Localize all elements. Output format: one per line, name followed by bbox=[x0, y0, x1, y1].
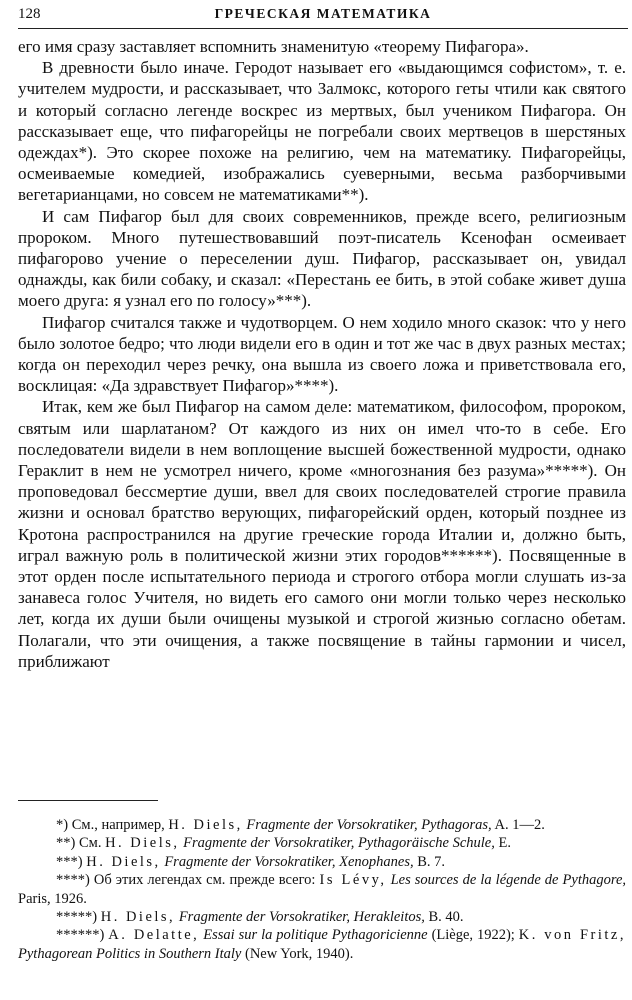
footnote-author: A. Delatte, bbox=[108, 927, 200, 944]
footnote-title: Fragmente der Vorsokratiker, Pythagoras, bbox=[246, 817, 492, 833]
footnote-title: Les sources de la légende de Pythagore, bbox=[390, 872, 627, 889]
footnote-3 bbox=[18, 853, 626, 871]
footnote-mark: **) bbox=[56, 835, 76, 852]
footnote-title: Fragmente der Vorsokratiker, Herakleitos, bbox=[178, 909, 425, 926]
footnote-text: См. bbox=[78, 835, 102, 852]
footnote-separator bbox=[18, 800, 158, 801]
footnote-author: H. Diels, bbox=[168, 817, 243, 833]
footnote-title: Essai sur la politique Pythagoricienne bbox=[203, 927, 428, 944]
footnote-text: E. bbox=[498, 835, 511, 852]
main-text bbox=[18, 36, 626, 672]
footnote-text: См., например, bbox=[71, 817, 165, 833]
footnotes bbox=[18, 816, 626, 963]
running-title: ГРЕЧЕСКАЯ МАТЕМАТИКА bbox=[214, 6, 432, 21]
footnote-title: Fragmente der Vorsokratiker, Pythagoräische Schule, bbox=[183, 835, 495, 852]
footnote-5 bbox=[18, 908, 626, 926]
footnote-text: A. 1—2. bbox=[494, 817, 545, 833]
page-header bbox=[18, 6, 628, 29]
footnote-4 bbox=[18, 871, 626, 908]
footnote-mark: *****) bbox=[56, 909, 98, 926]
footnote-mark: *) bbox=[56, 817, 69, 833]
footnote-author: H. Diels, bbox=[105, 835, 180, 852]
footnote-text: B. 40. bbox=[428, 909, 464, 926]
footnote-mark: ****) bbox=[56, 872, 90, 889]
footnote-author: K. von Fritz, bbox=[518, 927, 626, 944]
paragraph-3: И сам Пифагор был для своих современников, прежде всего, религиозным пророком. Много путешествовавший поэт-писатель Ксенофан осмеивает пифагорово учение о переселении душ. Пифагор, рассказывает он, увидал однажды, как били собаку, и сказал: «Перестань ее бить, в этой собаке живет душа моего друга: я узнал его по голосу»***). bbox=[18, 206, 626, 311]
footnote-author: H. Diels, bbox=[86, 853, 161, 870]
paragraph-4: Пифагор считался также и чудотворцем. О нем ходило много сказок: что у него было золотое бедро; что люди видели его в один и тот же час в двух разных местах; когда он переходил через речку, она вышла из своего ложа и приветствовала его, восклицая: «Да здравствует Пифагор»****). bbox=[18, 312, 626, 396]
footnote-title: Fragmente der Vorsokratiker, Xenophanes, bbox=[164, 853, 414, 870]
footnote-text: Paris, 1926. bbox=[18, 890, 87, 907]
paragraph-1: его имя сразу заставляет вспомнить знаменитую «теорему Пифагора». bbox=[18, 37, 529, 56]
footnote-title: Pythagorean Politics in Southern Italy bbox=[18, 945, 242, 962]
paragraph-2: В древности было иначе. Геродот называет его «выдающимся софистом», т. е. учителем мудрости, и рассказывает, что Залмокс, которого геты чтили как святого и который согласно легенде воскрес из мертвых, был учеником Пифагора. Он рассказывает еще, что пифагорейцы не погребали своих мертвецов в шерстяных одеждах*). Это скорее похоже на религию, чем на математику. Пифагорейцы, осмеиваемые комедией, изображались суеверными, весьма разборчивыми вегетарианцами, но совсем не математиками**). bbox=[18, 58, 626, 205]
footnote-author: Is Lévy, bbox=[319, 872, 387, 889]
footnote-text: Об этих легендах см. прежде всего: bbox=[93, 872, 316, 889]
footnote-author: H. Diels, bbox=[100, 909, 176, 926]
footnote-2 bbox=[18, 834, 626, 852]
footnote-text: (New York, 1940). bbox=[245, 945, 354, 962]
footnote-text: (Liège, 1922); bbox=[431, 927, 515, 944]
footnote-mark: ******) bbox=[56, 927, 105, 944]
footnote-1 bbox=[18, 816, 626, 834]
footnote-text: B. 7. bbox=[417, 853, 446, 870]
page-number: 128 bbox=[18, 6, 41, 22]
paragraph-5: Итак, кем же был Пифагор на самом деле: математиком, философом, пророком, святым или шарлатаном? От каждого из них он имел что-то в себе. Его последователи видели в нем воплощение высшей божественной мудрости, однако Гераклит в нем не усмотрел ничего, кроме «многознания без разума»*****). Он проповедовал бессмертие души, ввел для своих последователей строгие правила жизни и основал братство верующих, пифагорейский орден, который позднее из Кротона распространился на другие греческие города Италии и, должно быть, играл важную роль в политической жизни этих городов******). Посвященные в этот орден после испытательного периода и строгого отбора могли слушать из-за занавеса голос Учителя, но видеть его самого они могли только через несколько лет, когда их души были очищены музыкой и строгой жизнью согласно обетам. Полагали, что эти очищения, а также посвящение в тайны гармонии и чисел, приближают bbox=[18, 397, 626, 671]
footnote-6 bbox=[18, 926, 626, 963]
footnote-mark: ***) bbox=[56, 853, 83, 870]
